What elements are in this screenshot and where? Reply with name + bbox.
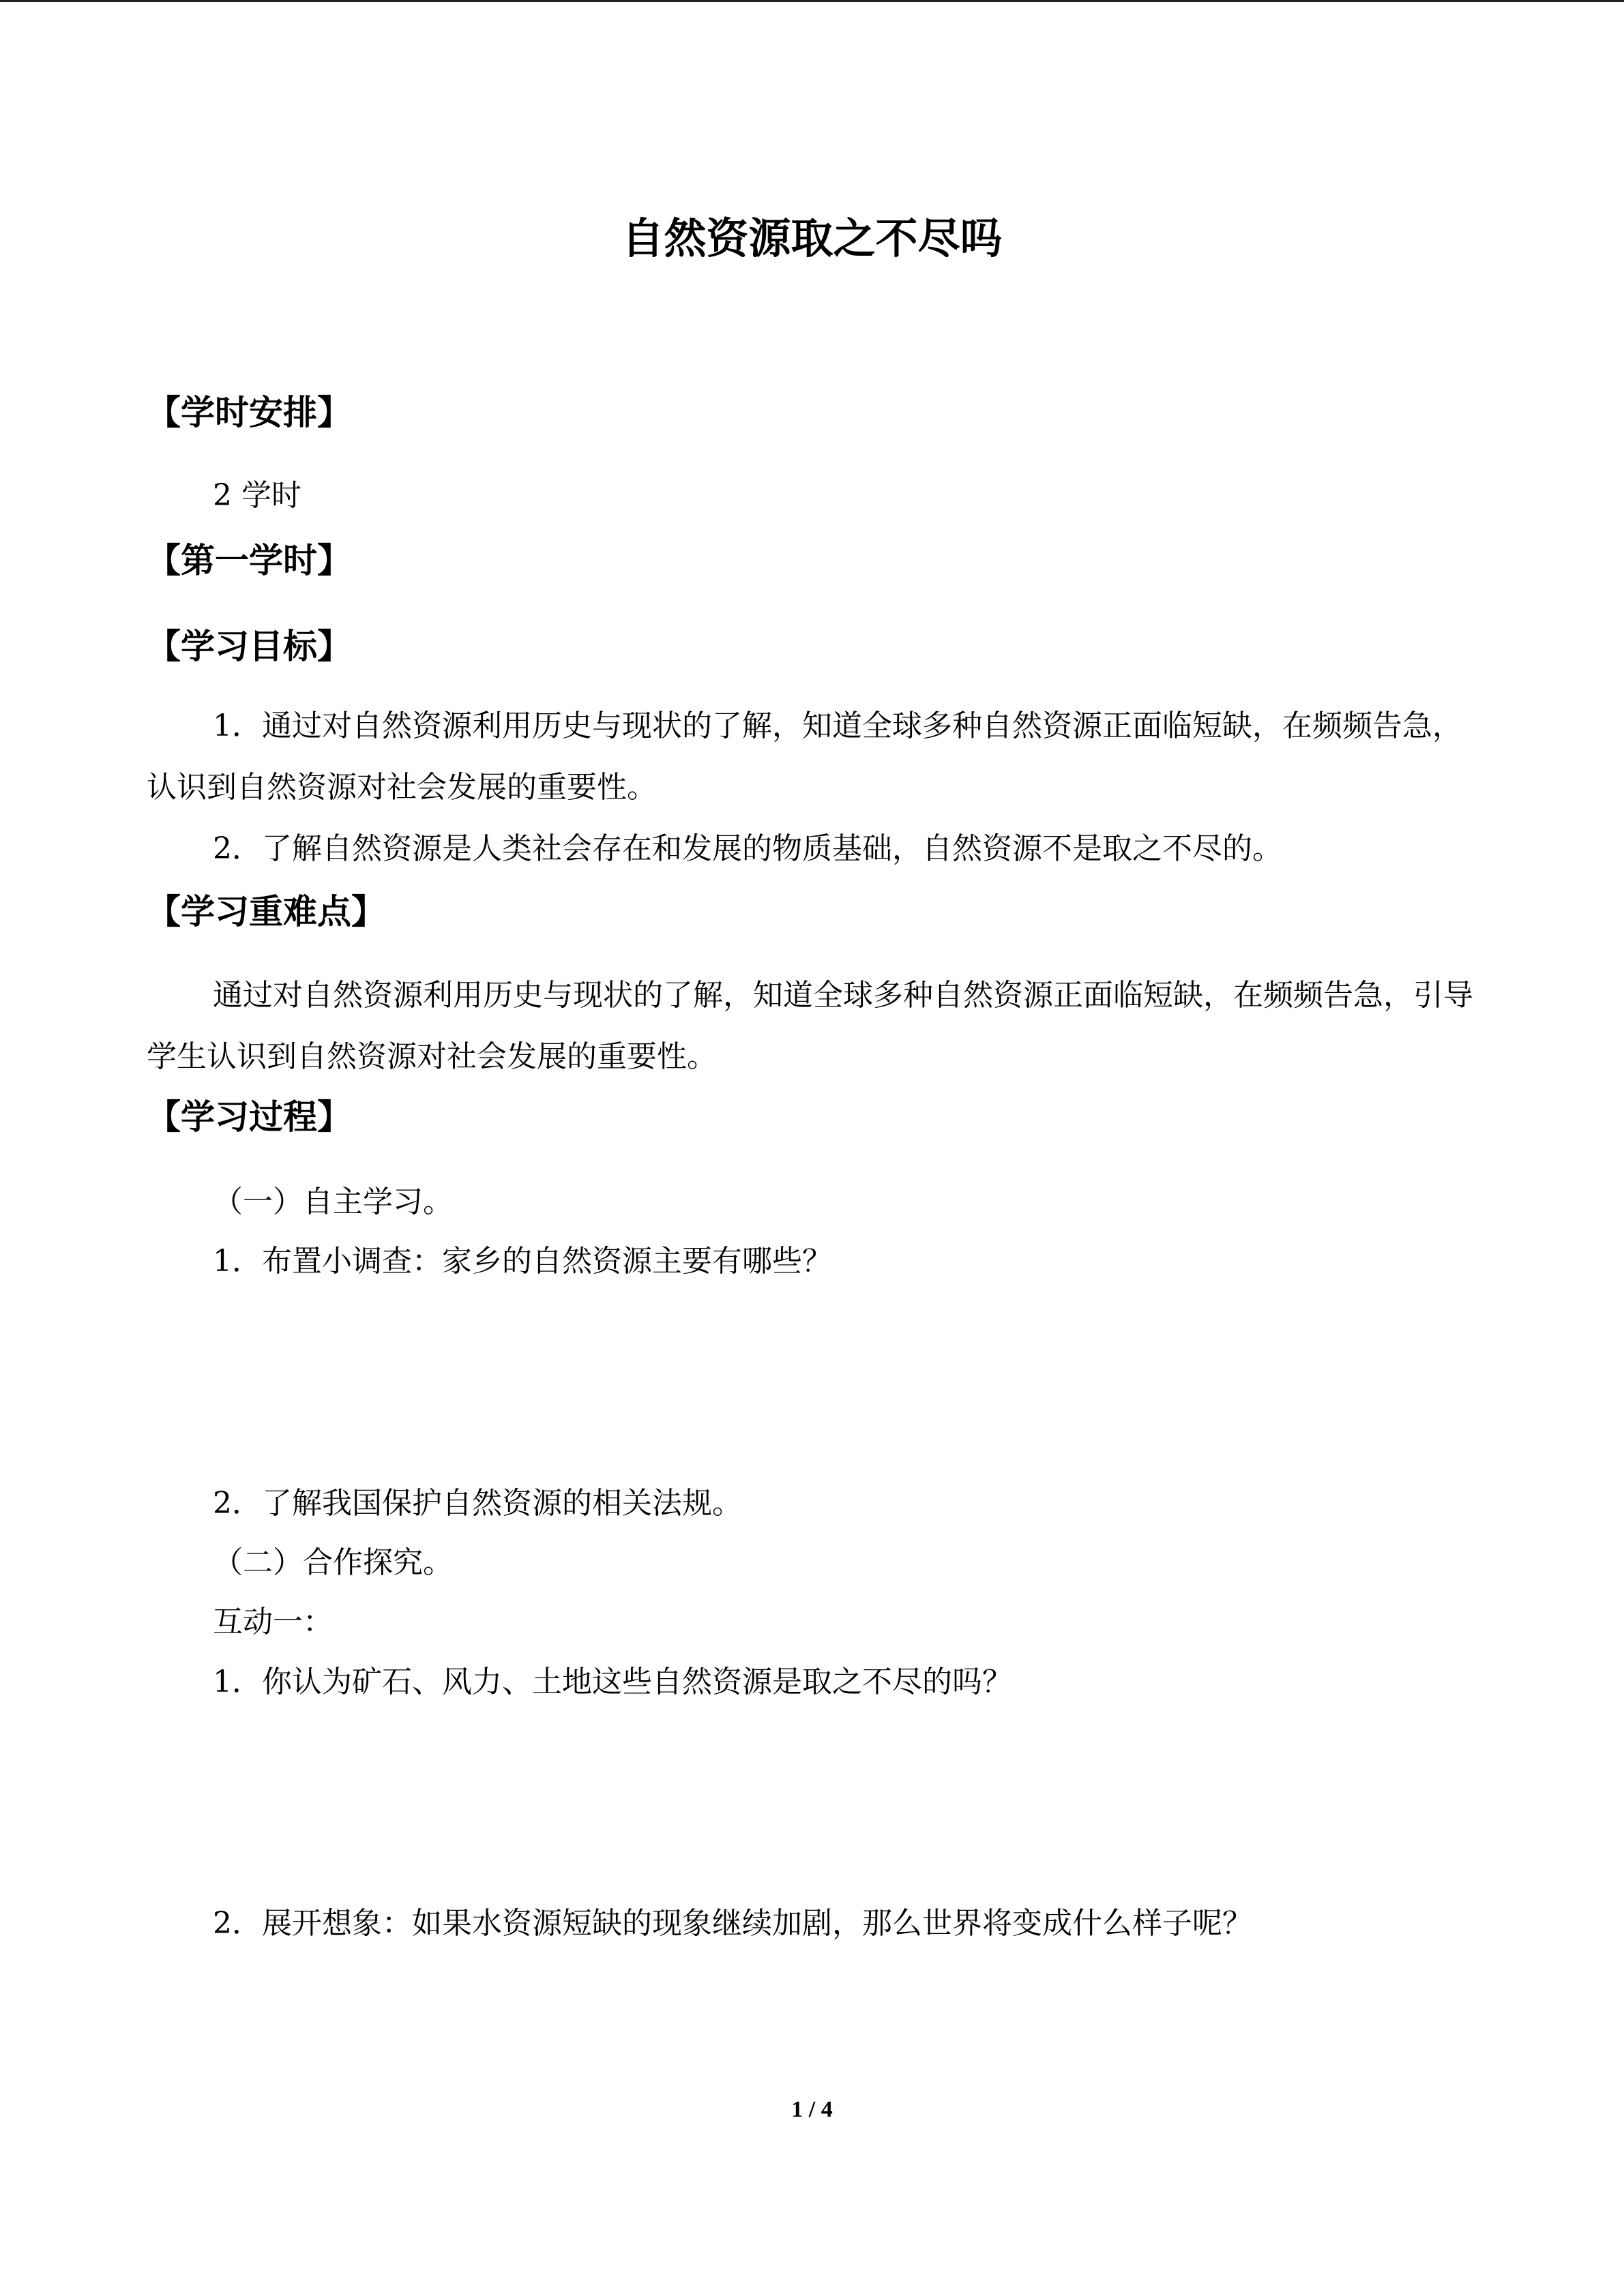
schedule-heading: 【学时安排】 [147, 393, 351, 432]
key-points-heading: 【学习重难点】 [147, 892, 385, 931]
interaction-question-2: 2．展开想象：如果水资源短缺的现象继续加剧，那么世界将变成什么样子呢？ [213, 1906, 1252, 1941]
self-study-label: （一）自主学习。 [213, 1184, 453, 1219]
objectives-heading: 【学习目标】 [147, 627, 351, 666]
first-period-heading: 【第一学时】 [147, 541, 351, 580]
objective-2: 2．了解自然资源是人类社会存在和发展的物质基础，自然资源不是取之不尽的。 [213, 831, 1282, 866]
page-number: 1 / 4 [791, 2097, 833, 2122]
interaction-question-1: 1．你认为矿石、风力、土地这些自然资源是取之不尽的吗？ [213, 1665, 1012, 1699]
cooperative-label: （二）合作探究。 [213, 1545, 453, 1580]
document-title: 自然资源取之不尽吗 [621, 213, 1003, 263]
interaction-1-label: 互动一： [213, 1605, 333, 1639]
top-border [0, 0, 1624, 2]
self-study-question-1: 1．布置小调查：家乡的自然资源主要有哪些？ [213, 1244, 832, 1279]
objective-1: 1．通过对自然资源利用历史与现状的了解，知道全球多种自然资源正面临短缺，在频频告急，认识到自然资源对社会发展的重要性。 [147, 709, 1462, 805]
self-study-question-2: 2．了解我国保护自然资源的相关法规。 [213, 1486, 742, 1521]
key-points-text: 通过对自然资源利用历史与现状的了解，知道全球多种自然资源正面临短缺，在频频告急，引导学生认识到自然资源对社会发展的重要性。 [147, 978, 1473, 1074]
process-heading: 【学习过程】 [147, 1097, 351, 1137]
schedule-text: 2 学时 [213, 478, 301, 513]
